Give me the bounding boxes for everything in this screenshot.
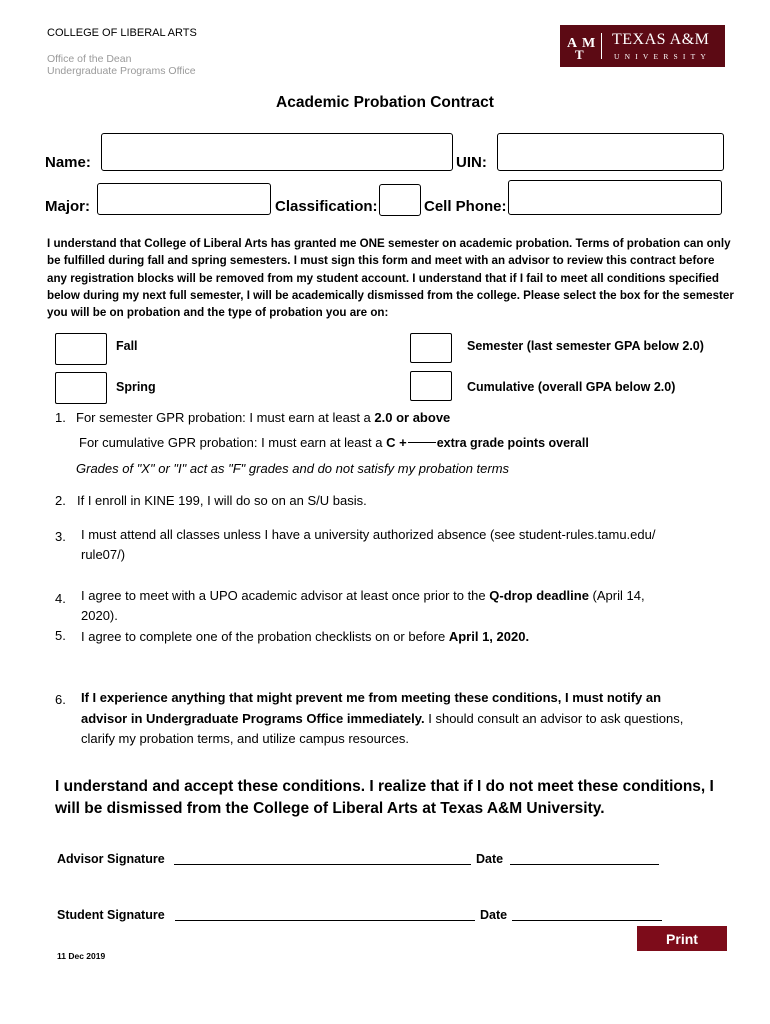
logo-sub: UNIVERSITY (614, 52, 711, 61)
condition-6-line2 (81, 711, 683, 726)
print-button[interactable]: Print (637, 926, 727, 951)
atm-logo-icon (566, 31, 596, 61)
condition-4-text: I agree to meet with a UPO academic advisor at least once prior to the (81, 588, 490, 603)
name-label: Name: (45, 154, 91, 171)
condition-4-tail: (April 14, (588, 588, 645, 603)
condition-5-emphasis: April 1, 2020. (448, 629, 530, 644)
classification-input[interactable] (379, 184, 421, 216)
condition-3-line1: I must attend all classes unless I have a university authorized absence (see student-rules.tamu.edu/ (81, 527, 656, 542)
condition-1b (79, 435, 589, 450)
intro-paragraph: I understand that College of Liberal Arts has granted me ONE semester on academic probation. Terms of probation can only be fulfilled during fall and spring semesters. I must sign this form and meet with an advisor to review this contract before any registration blocks will be removed from my student account. I understand that if I fail to meet all conditions specified below during my next full semester, I will be academically dismissed from the college. Please select the box for the semester you will be on probation and the type of probation you are on: (47, 237, 734, 320)
student-signature-label: Student Signature (57, 908, 165, 922)
condition-1b-text: For cumulative GPR probation: I must earn at least a (79, 435, 387, 450)
college-name: COLLEGE OF LIBERAL ARTS (47, 27, 197, 39)
condition-5 (81, 629, 529, 644)
condition-6-tail: I should consult an advisor to ask questions, (424, 711, 684, 726)
svg-text:T: T (575, 47, 584, 61)
condition-number: 6. (55, 692, 66, 707)
page-title: Academic Probation Contract (276, 94, 494, 111)
spring-label: Spring (116, 380, 156, 394)
condition-1-text: For semester GPR probation: I must earn at least a (76, 410, 375, 425)
advisor-signature-line[interactable] (174, 849, 471, 865)
logo-name: TEXAS A&M (612, 31, 710, 48)
advisor-date-line[interactable] (510, 849, 659, 865)
condition-1b-emphasis: C + (386, 435, 407, 450)
major-label: Major: (45, 198, 90, 215)
student-date-label: Date (480, 908, 508, 922)
condition-5-text: I agree to complete one of the probation checklists on or before (81, 629, 449, 644)
cell-phone-input[interactable] (508, 180, 722, 215)
uin-input[interactable] (497, 133, 724, 171)
condition-1c: Grades of "X" or "I" act as "F" grades and do not satisfy my probation terms (76, 461, 510, 476)
condition-number: 5. (55, 628, 66, 643)
name-input[interactable] (101, 133, 453, 171)
condition-4-line1 (81, 588, 645, 603)
condition-number: 1. (55, 410, 66, 425)
condition-number: 3. (55, 529, 66, 544)
tamu-logo (560, 25, 725, 67)
student-signature-line[interactable] (175, 905, 475, 921)
major-input[interactable] (97, 183, 271, 215)
condition-4-emphasis: Q-drop deadline (489, 588, 589, 603)
condition-6-line3: clarify my probation terms, and utilize campus resources. (81, 731, 410, 746)
office-dean: Office of the Dean (47, 53, 132, 65)
condition-1b-tail: extra grade points overall (436, 436, 589, 450)
classification-label: Classification: (275, 198, 378, 215)
svg-text:A: A (567, 36, 578, 51)
svg-text:M: M (582, 36, 596, 51)
blank-line (408, 442, 436, 443)
fall-label: Fall (116, 339, 138, 353)
condition-6-emphasis: advisor in Undergraduate Programs Office immediately. (81, 711, 425, 726)
advisor-signature-label: Advisor Signature (57, 852, 165, 866)
office-upo: Undergraduate Programs Office (47, 65, 196, 77)
uin-label: UIN: (456, 154, 487, 171)
condition-4-line2: 2020). (81, 608, 118, 623)
condition-1-emphasis: 2.0 or above (374, 410, 451, 425)
condition-number: 4. (55, 591, 66, 606)
cell-phone-label: Cell Phone: (424, 198, 507, 215)
logo-divider (601, 33, 602, 59)
footer-date: 11 Dec 2019 (57, 951, 106, 961)
semester-probation-checkbox[interactable] (410, 333, 452, 363)
acceptance-statement: I understand and accept these conditions. I realize that if I do not meet these conditions, I will be dismissed from the College of Liberal Arts at Texas A&M University. (55, 778, 714, 817)
cumulative-probation-label: Cumulative (overall GPA below 2.0) (467, 380, 676, 394)
condition-6-line1: If I experience anything that might prevent me from meeting these conditions, I must notify an (81, 690, 662, 705)
advisor-date-label: Date (476, 852, 504, 866)
condition-2: If I enroll in KINE 199, I will do so on an S/U basis. (77, 493, 367, 508)
cumulative-probation-checkbox[interactable] (410, 371, 452, 401)
student-date-line[interactable] (512, 905, 662, 921)
fall-checkbox[interactable] (55, 333, 107, 365)
semester-probation-label: Semester (last semester GPA below 2.0) (467, 339, 704, 353)
condition-number: 2. (55, 493, 66, 508)
condition-1 (76, 410, 450, 425)
condition-3-line2: rule07/) (81, 547, 126, 562)
spring-checkbox[interactable] (55, 372, 107, 404)
